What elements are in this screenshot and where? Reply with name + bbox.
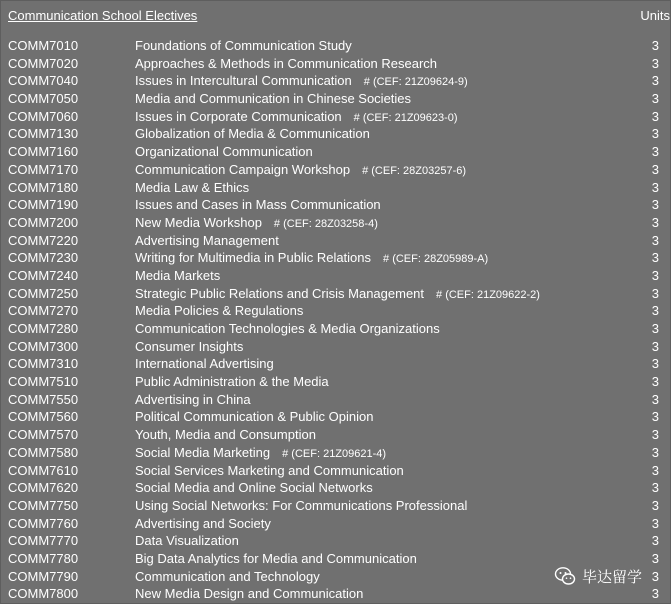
course-title: Youth, Media and Consumption xyxy=(135,427,316,443)
course-units: 3 xyxy=(651,356,659,372)
table-row xyxy=(8,408,664,426)
course-code: COMM7280 xyxy=(8,321,79,336)
table-row xyxy=(8,338,664,356)
course-units: 3 xyxy=(651,550,659,566)
course-title-cell xyxy=(135,550,417,568)
table-row xyxy=(8,302,664,320)
course-code: COMM7310 xyxy=(8,356,79,372)
table-row xyxy=(8,249,664,267)
table-row xyxy=(8,515,664,533)
course-units: 3 xyxy=(651,497,659,513)
course-title-cell xyxy=(135,585,363,603)
watermark-text: 毕达留学 xyxy=(582,567,643,586)
course-units: 3 xyxy=(651,444,659,460)
course-title: Approaches & Methods in Communication Research xyxy=(135,55,438,71)
course-title-cell xyxy=(135,196,381,214)
course-title: Consumer Insights xyxy=(135,338,244,354)
course-title: Data Visualization xyxy=(135,533,239,549)
course-title-cell xyxy=(135,267,220,285)
course-units: 3 xyxy=(651,533,659,549)
course-title-cell xyxy=(135,143,313,161)
section-title: Communication School Electives xyxy=(8,8,198,23)
table-header xyxy=(8,8,670,26)
course-title-cell xyxy=(135,479,373,497)
course-title-cell xyxy=(135,320,440,338)
course-units: 3 xyxy=(651,285,659,301)
course-units: 3 xyxy=(651,267,659,283)
table-row xyxy=(8,497,664,515)
course-units: 3 xyxy=(651,338,659,354)
course-units: 3 xyxy=(651,303,659,319)
course-title-cell xyxy=(135,426,316,444)
course-title: Communication Technologies & Media Organizations xyxy=(135,321,440,336)
table-row xyxy=(8,444,664,462)
course-code: COMM7240 xyxy=(8,267,79,283)
course-title: Issues in Corporate Communication xyxy=(135,108,342,124)
table-row xyxy=(8,108,664,126)
course-title-cell xyxy=(135,179,249,197)
course-title-cell xyxy=(135,338,243,356)
course-code: COMM7220 xyxy=(8,232,79,248)
course-title: International Advertising xyxy=(135,356,274,372)
table-row xyxy=(8,125,664,143)
course-title: Public Administration & the Media xyxy=(135,374,329,390)
course-title-cell xyxy=(135,568,320,586)
course-code: COMM7020 xyxy=(8,55,79,71)
course-units: 3 xyxy=(651,214,659,230)
course-title: Advertising Management xyxy=(135,232,279,248)
course-code: COMM7620 xyxy=(8,480,79,496)
course-code: COMM7760 xyxy=(8,515,79,531)
cef-note: # (CEF: 28Z05989-A) xyxy=(383,253,489,266)
course-code: COMM7300 xyxy=(8,338,79,354)
course-title-cell xyxy=(135,515,271,533)
course-units: 3 xyxy=(651,179,659,195)
course-code: COMM7550 xyxy=(8,391,79,407)
course-units: 3 xyxy=(651,108,659,124)
course-title: Strategic Public Relations and Crisis Management xyxy=(135,285,425,301)
course-units: 3 xyxy=(651,374,659,390)
course-code: COMM7580 xyxy=(8,444,79,460)
course-code: COMM7250 xyxy=(8,285,79,301)
table-row xyxy=(8,585,664,603)
table-row xyxy=(8,462,664,480)
course-title-cell xyxy=(135,90,411,108)
course-title: Issues in Intercultural Communication xyxy=(135,73,352,89)
course-units: 3 xyxy=(651,480,659,496)
course-units: 3 xyxy=(651,391,659,407)
cef-note: # (CEF: 28Z03257-6) xyxy=(362,164,467,177)
table-row xyxy=(8,568,664,586)
course-units: 3 xyxy=(651,515,659,531)
course-code: COMM7230 xyxy=(8,250,79,266)
table-row xyxy=(8,90,664,108)
course-title: Social Media Marketing xyxy=(135,444,271,460)
table-row xyxy=(8,232,664,250)
course-code: COMM7780 xyxy=(8,550,79,566)
table-row xyxy=(8,196,664,214)
table-row xyxy=(8,72,664,90)
course-code: COMM7190 xyxy=(8,197,79,213)
table-row xyxy=(8,532,664,550)
course-code: COMM7130 xyxy=(8,126,79,142)
course-units: 3 xyxy=(651,38,659,53)
course-title: Foundations of Communication Study xyxy=(135,38,352,53)
course-title: Advertising in China xyxy=(135,391,251,407)
cef-note: # (CEF: 21Z09622-2) xyxy=(436,288,540,301)
table-row xyxy=(8,391,664,409)
course-units: 3 xyxy=(651,197,659,213)
course-title: Media Markets xyxy=(135,267,221,283)
course-units: 3 xyxy=(651,73,659,89)
course-units: 3 xyxy=(651,321,659,336)
course-title-cell xyxy=(135,232,279,250)
table-row xyxy=(8,373,664,391)
course-title: Media Law & Ethics xyxy=(135,179,250,195)
course-code: COMM7570 xyxy=(8,427,79,443)
course-code: COMM7510 xyxy=(8,374,79,390)
table-row xyxy=(8,320,664,338)
cef-note: # (CEF: 21Z09621-4) xyxy=(282,447,387,460)
course-title: New Media Workshop xyxy=(135,214,262,230)
table-row xyxy=(8,267,664,285)
table-row xyxy=(8,179,664,197)
course-units: 3 xyxy=(651,250,659,266)
course-code: COMM7050 xyxy=(8,91,79,107)
course-title-cell xyxy=(135,37,352,55)
table-row xyxy=(8,426,664,444)
table-row xyxy=(8,285,664,303)
course-list xyxy=(8,37,664,603)
cef-note: # (CEF: 28Z03258-4) xyxy=(273,217,378,230)
course-title: Globalization of Media & Communication xyxy=(135,126,370,142)
course-title: Media Policies & Regulations xyxy=(135,303,304,319)
course-code: COMM7160 xyxy=(8,144,79,160)
course-code: COMM7750 xyxy=(8,497,79,513)
course-title: Social Media and Online Social Networks xyxy=(135,480,373,496)
course-title: Social Services Marketing and Communication xyxy=(135,462,404,478)
course-title: Political Communication & Public Opinion xyxy=(135,409,374,425)
course-code: COMM7010 xyxy=(8,38,79,53)
course-title-cell xyxy=(135,55,437,73)
course-code: COMM7560 xyxy=(8,409,79,425)
table-row xyxy=(8,355,664,373)
course-title: Big Data Analytics for Media and Communication xyxy=(135,550,417,566)
course-code: COMM7060 xyxy=(8,108,79,124)
course-title: Advertising and Society xyxy=(135,515,271,531)
units-column-header: Units xyxy=(640,8,670,23)
table-row xyxy=(8,479,664,497)
course-units: 3 xyxy=(651,462,659,478)
course-title-cell xyxy=(135,408,373,426)
course-units: 3 xyxy=(651,427,659,443)
course-title: Organizational Communication xyxy=(135,144,313,160)
course-title-cell xyxy=(135,497,467,515)
course-title-cell xyxy=(135,532,239,550)
table-row xyxy=(8,161,664,179)
course-title-cell xyxy=(135,355,274,373)
course-title: Issues and Cases in Mass Communication xyxy=(135,197,381,213)
course-code: COMM7180 xyxy=(8,179,79,195)
course-title-cell xyxy=(135,373,329,391)
table-row xyxy=(8,550,664,568)
course-code: COMM7800 xyxy=(8,586,79,602)
course-units: 3 xyxy=(651,586,659,602)
course-title: Using Social Networks: For Communications Professional xyxy=(135,497,468,513)
table-row xyxy=(8,55,664,73)
course-units: 3 xyxy=(651,232,659,248)
course-code: COMM7270 xyxy=(8,303,79,319)
course-title-cell xyxy=(135,391,251,409)
course-code: COMM7170 xyxy=(8,161,79,177)
table-row xyxy=(8,143,664,161)
course-title-cell xyxy=(135,302,303,320)
course-code: COMM7770 xyxy=(8,533,79,549)
course-units: 3 xyxy=(651,126,659,142)
course-title-cell xyxy=(135,125,370,143)
course-code: COMM7610 xyxy=(8,462,79,478)
course-code: COMM7200 xyxy=(8,214,79,230)
course-units: 3 xyxy=(651,161,659,177)
course-title-cell xyxy=(135,462,404,480)
course-code: COMM7790 xyxy=(8,568,79,584)
table-row xyxy=(8,37,664,55)
course-title: Media and Communication in Chinese Societies xyxy=(135,91,412,107)
course-code: COMM7040 xyxy=(8,73,79,89)
course-title: Communication Campaign Workshop xyxy=(135,161,351,177)
course-units: 3 xyxy=(651,144,659,160)
course-title: Writing for Multimedia in Public Relations xyxy=(135,250,372,266)
cef-note: # (CEF: 21Z09623-0) xyxy=(353,111,458,124)
course-title: Communication and Technology xyxy=(135,568,320,584)
course-title: New Media Design and Communication xyxy=(135,586,364,602)
course-units: 3 xyxy=(651,409,659,425)
course-units: 3 xyxy=(651,55,659,71)
course-units: 3 xyxy=(651,568,659,584)
cef-note: # (CEF: 21Z09624-9) xyxy=(363,76,468,89)
table-row xyxy=(8,214,664,232)
course-units: 3 xyxy=(651,91,659,107)
